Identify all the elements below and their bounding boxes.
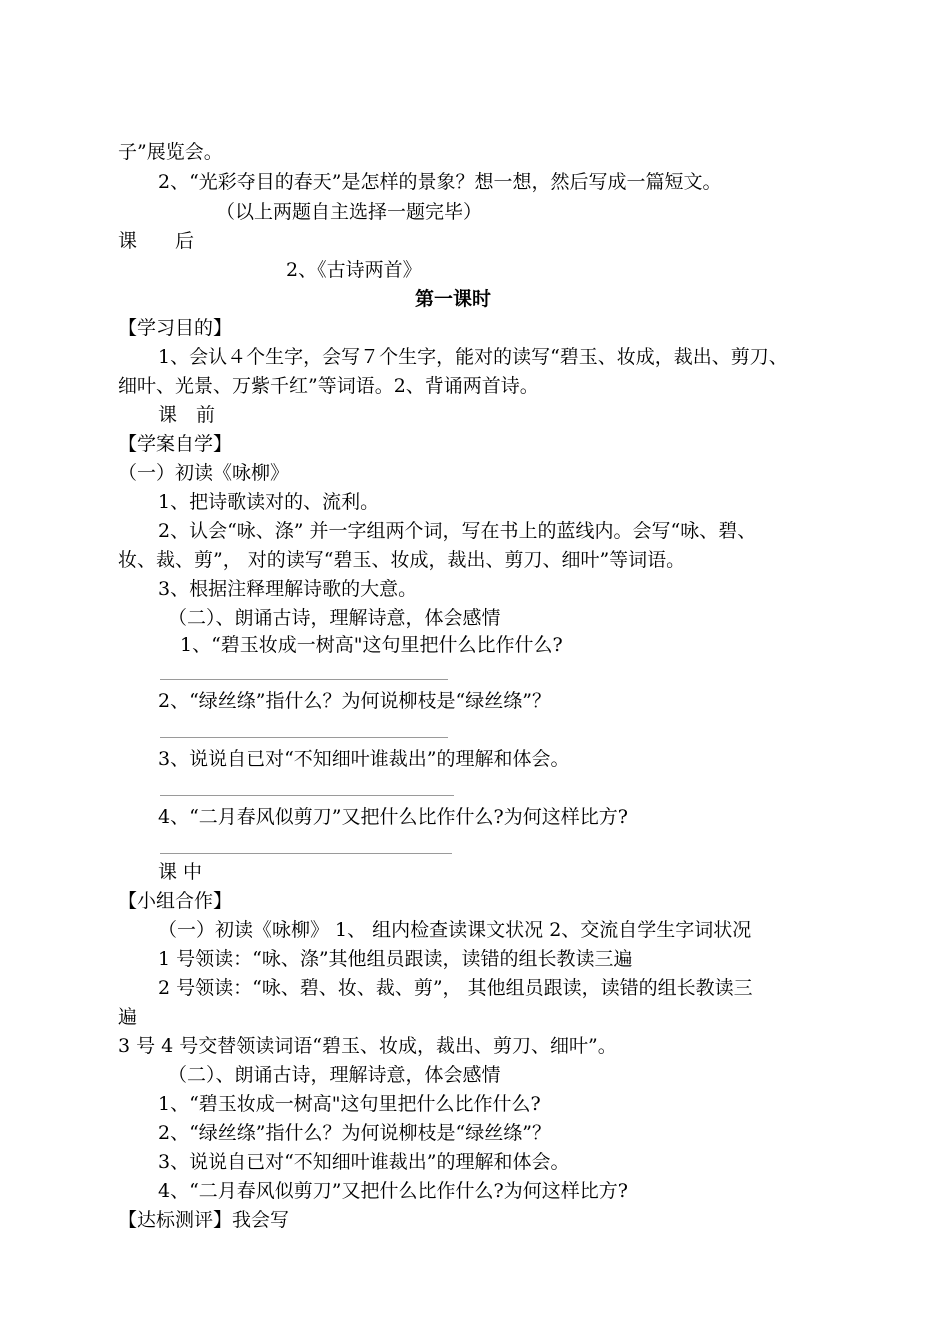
section-heading: 【学案自学】 [118,433,233,455]
question-line: 3、说说自已对“不知细叶谁裁出”的理解和体会。 [158,748,570,770]
text-line: 2、“光彩夺目的春天”是怎样的景象？想一想，然后写成一篇短文。 [158,171,722,193]
text-line: 1、把诗歌读对的、流利。 [158,491,380,513]
lesson-title: 2、《古诗两首》 [286,259,422,281]
text-line: 2 号领读：“咏、碧、妆、裁、剪”， 其他组员跟读，读错的组长教读三 [158,977,753,999]
section-label: 课 后 [118,230,195,252]
text-line: 遍 [118,1006,138,1028]
text-line: （二）、朗诵古诗，理解诗意，体会感情 [168,607,501,629]
text-line: 子”展览会。 [118,141,223,163]
answer-line [160,853,452,854]
question-line: 2、“绿丝绦”指什么？为何说柳枝是“绿丝绦”？ [158,690,551,712]
text-line: 3、根据注释理解诗歌的大意。 [158,578,418,600]
text-line: 2、认会“咏、涤” 并一字组两个词，写在书上的蓝线内。会写“咏、碧、 [158,520,757,542]
text-line: （以上两题自主选择一题完毕） [216,201,483,223]
section-heading: 【达标测评】我会写 [118,1209,290,1231]
text-line: 3 号 4 号交替领读词语“碧玉、妆成，裁出、剪刀、细叶”。 [118,1035,617,1057]
question-line: 1、“碧玉妆成一树高"这句里把什么比作什么? [180,634,563,656]
text-line: 妆、裁、剪”， 对的读写“碧玉、妆成，裁出、剪刀、细叶”等词语。 [118,549,686,571]
answer-line [160,679,448,680]
section-label: 课 前 [158,404,216,426]
question-line: 3、说说自已对“不知细叶谁裁出”的理解和体会。 [158,1151,570,1173]
answer-line [160,795,454,796]
section-heading: 【小组合作】 [118,890,233,912]
section-label: 课 中 [158,861,203,883]
text-line: （二）、朗诵古诗，理解诗意，体会感情 [168,1064,501,1086]
answer-line [160,737,448,738]
lesson-period-heading: 第一课时 [415,288,492,310]
text-line: （一）初读《咏柳》 1、 组内检查读课文状况 2、交流自学生字词状况 [158,919,752,941]
question-line: 2、“绿丝绦”指什么？为何说柳枝是“绿丝绦”？ [158,1122,551,1144]
text-line: （一）初读《咏柳》 [118,462,290,484]
question-line: 4、“二月春风似剪刀”又把什么比作什么?为何这样比方? [158,1180,628,1202]
text-line: 1 号领读：“咏、涤”其他组员跟读，读错的组长教读三遍 [158,948,633,970]
text-line: 1、会认４个生字，会写７个生字，能对的读写“碧玉、妆成，裁出、剪刀、 [158,346,788,368]
question-line: 4、“二月春风似剪刀”又把什么比作什么?为何这样比方? [158,806,628,828]
text-line: 细叶、光景、万紫千红”等词语。2、背诵两首诗。 [118,375,539,397]
question-line: 1、“碧玉妆成一树高"这句里把什么比作什么? [158,1093,541,1115]
section-heading: 【学习目的】 [118,317,233,339]
